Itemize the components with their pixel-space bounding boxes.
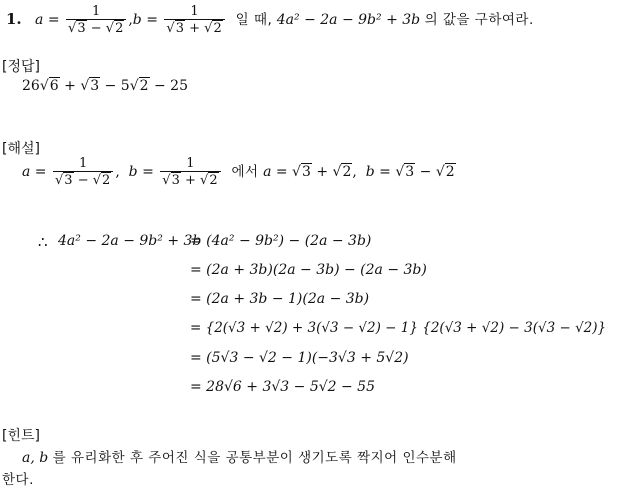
problem-ko-tail: 의 값을 구하여라. (424, 12, 534, 28)
hint-label: [힌트] (2, 428, 40, 444)
problem-ko-text: 일 때, (235, 12, 273, 28)
derivation-lhs: 4a² − 2a − 9b² + 3b (58, 233, 202, 249)
problem-number: 1. (6, 10, 22, 28)
problem-expression: 4a² − 2a − 9b² + 3b (276, 12, 421, 28)
solution-frac-b: $\frac{1}{√3 + √2}$ (160, 156, 220, 188)
derivation-step: = (4a² − 9b²) − (2a − 3b) (190, 233, 372, 249)
problem-statement: 1. a = $\frac{1}{√3 - √2}$ ,b = $\frac{1}{√3 + √2}$ 일 때, 4a² − 2a − 9b² + 3b 의 값을 구하여라. (6, 4, 534, 36)
answer-expression: 26√6 + √3 − 5√2 − 25 (22, 78, 188, 94)
hint-line-2: 한다. (2, 472, 34, 488)
solution-label: [해설] (2, 141, 40, 157)
hint-line-1: a, b 를 유리화한 후 주어진 식을 공통부분이 생기도록 짝지어 인수분해 (22, 450, 457, 466)
derivation-step: = {2(√3 + √2) + 3(√3 − √2) − 1} {2(√3 + √2) − 3(√3 − √2)} (190, 320, 607, 336)
problem-a-def: a = (35, 12, 60, 28)
derivation-step: = 28√6 + 3√3 − 5√2 − 55 (190, 379, 376, 395)
derivation-step: = (5√3 − √2 − 1)(−3√3 + 5√2) (190, 350, 409, 366)
problem-frac-a: $\frac{1}{√3 - √2}$ (66, 4, 126, 36)
solution-frac-a: $\frac{1}{√3 - √2}$ (53, 156, 113, 188)
derivation-step: = (2a + 3b)(2a − 3b) − (2a − 3b) (190, 262, 427, 278)
answer-label: [정답] (2, 59, 40, 75)
problem-b-def: b = (132, 12, 158, 28)
derivation-step: = (2a + 3b − 1)(2a − 3b) (190, 291, 370, 307)
therefore-symbol: ∴ (38, 233, 48, 251)
problem-frac-b: $\frac{1}{√3 + √2}$ (164, 4, 224, 36)
solution-given: a = $\frac{1}{√3 - √2}$ , b = $\frac{1}{√3 + √2}$ 에서 a = √3 + √2, b = √3 − √2 (22, 156, 455, 188)
